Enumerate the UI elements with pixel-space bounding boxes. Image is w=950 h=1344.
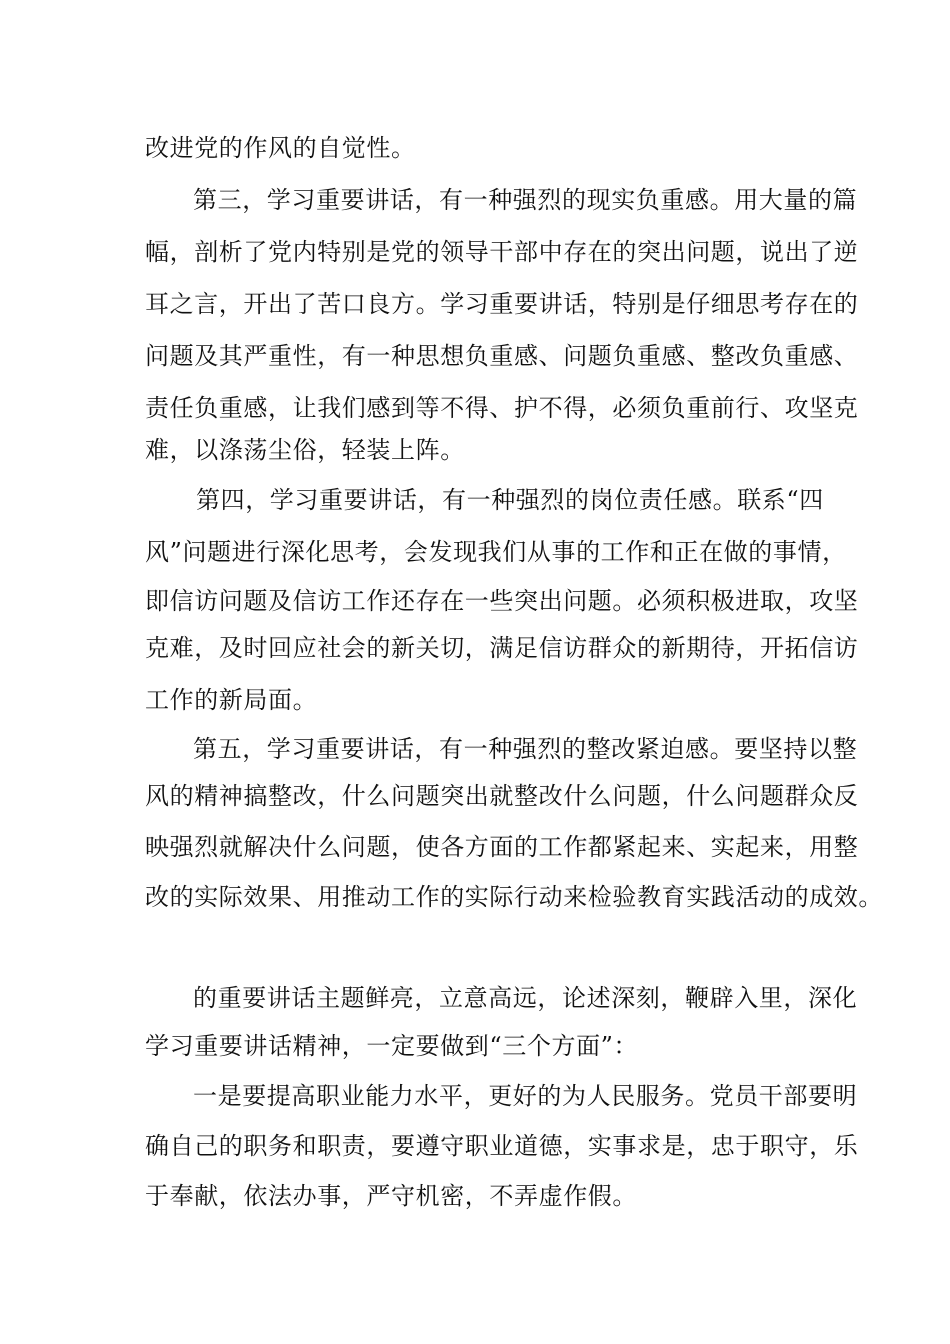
text-line: 风的精神搞整改，什么问题突出就整改什么问题，什么问题群众反 <box>145 782 859 810</box>
text-line: 改进党的作风的自觉性。 <box>145 134 416 162</box>
text-line: 风”问题进行深化思考，会发现我们从事的工作和正在做的事情， <box>145 538 847 566</box>
text-line: 克难，及时回应社会的新关切，满足信访群众的新期待，开拓信访 <box>145 634 859 662</box>
text-line: 改的实际效果、用推动工作的实际行动来检验教育实践活动的成效。 <box>145 883 883 911</box>
text-line: 学习重要讲话精神，一定要做到“三个方面”： <box>145 1032 639 1060</box>
text-line: 责任负重感，让我们感到等不得、护不得，必须负重前行、攻坚克 <box>145 394 859 422</box>
text-line: 工作的新局面。 <box>145 686 318 714</box>
text-line: 确自己的职务和职责，要遵守职业道德，实事求是，忠于职守，乐 <box>145 1132 859 1160</box>
text-line: 难，以涤荡尘俗，轻装上阵。 <box>145 436 465 464</box>
text-line: 于奉献，依法办事，严守机密，不弄虚作假。 <box>145 1182 637 1210</box>
text-line: 幅，剖析了党内特别是党的领导干部中存在的突出问题，说出了逆 <box>145 238 859 266</box>
paragraph-start-line: 一是要提高职业能力水平，更好的为人民服务。党员干部要明 <box>193 1082 858 1110</box>
text-line: 映强烈就解决什么问题，使各方面的工作都紧起来、实起来，用整 <box>145 833 859 861</box>
paragraph-start-line: 第五，学习重要讲话，有一种强烈的整改紧迫感。要坚持以整 <box>193 735 858 763</box>
paragraph-start-line: 第三，学习重要讲话，有一种强烈的现实负重感。用大量的篇 <box>193 186 858 214</box>
paragraph-start-line: 的重要讲话主题鲜亮，立意高远，论述深刻，鞭辟入里，深化 <box>193 984 858 1012</box>
text-line: 即信访问题及信访工作还存在一些突出问题。必须积极进取，攻坚 <box>145 587 859 615</box>
text-line: 问题及其严重性，有一种思想负重感、问题负重感、整改负重感、 <box>145 342 859 370</box>
paragraph-start-line: 第四，学习重要讲话，有一种强烈的岗位责任感。联系“四 <box>196 486 824 514</box>
text-line: 耳之言，开出了苦口良方。学习重要讲话，特别是仔细思考存在的 <box>145 290 859 318</box>
